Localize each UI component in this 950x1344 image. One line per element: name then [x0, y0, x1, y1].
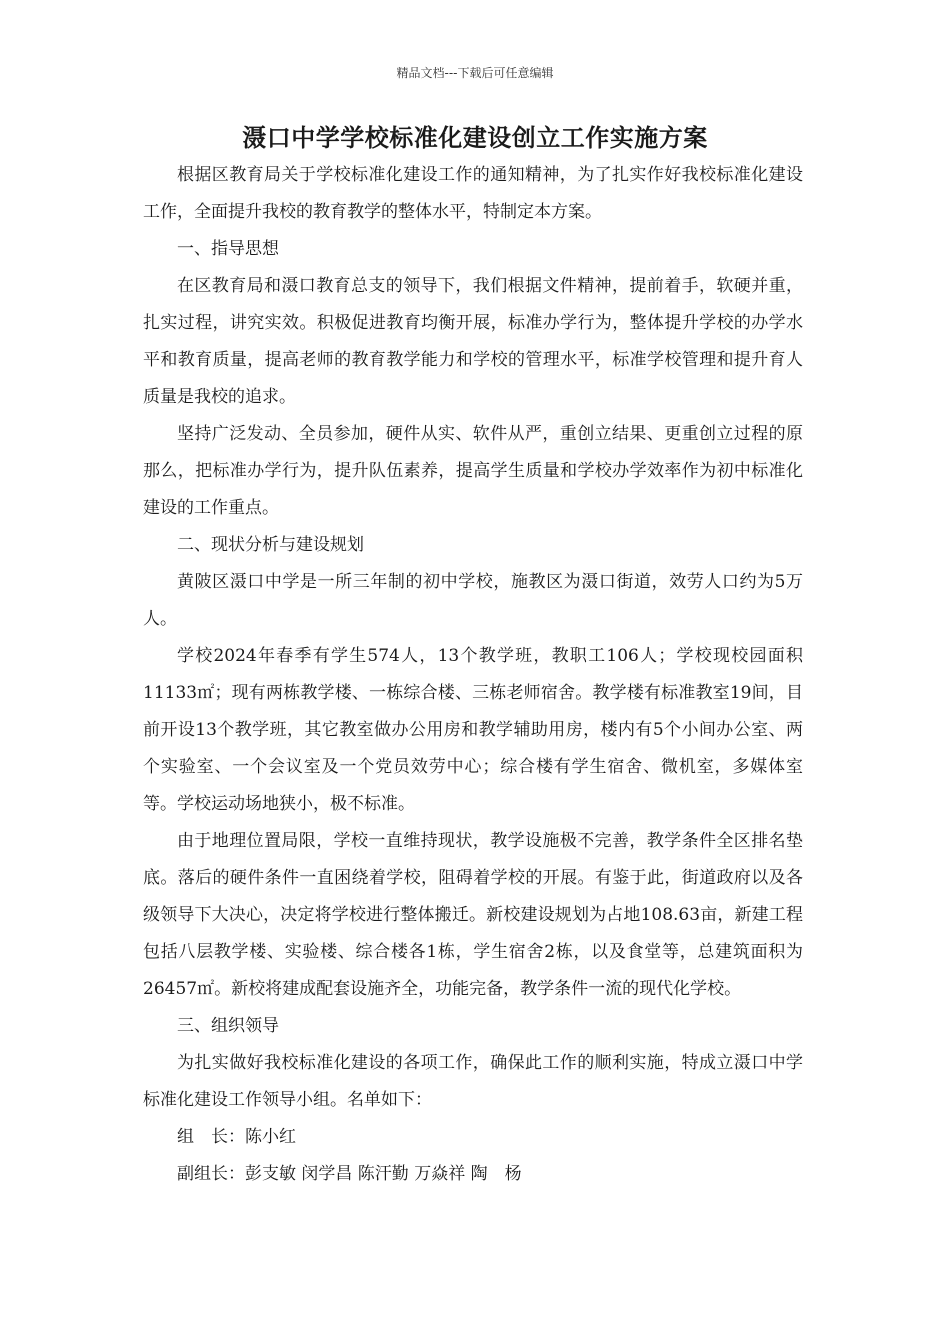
- document-body: [143, 157, 803, 1193]
- paragraph: 学校2024年春季有学生574人，13个教学班，教职工106人；学校现校园面积11133㎡；现有两栋教学楼、一栋综合楼、三栋老师宿舍。教学楼有标准教室19间，目前开设13个教学班，其它教室做办公用房和教学辅助用房，楼内有5个小间办公室、两个实验室、一个会议室及一个党员效劳中心；综合楼有学生宿舍、微机室，多媒体室等。学校运动场地狭小，极不标准。: [143, 646, 803, 814]
- paragraph: 黄陂区滠口中学是一所三年制的初中学校，施教区为滠口街道，效劳人口约为5万人。: [143, 572, 803, 629]
- paragraph: 由于地理位置局限，学校一直维持现状，教学设施极不完善，教学条件全区排名垫底。落后的硬件条件一直困绕着学校，阻碍着学校的开展。有鉴于此，街道政府以及各级领导下大决心，决定将学校进行整体搬迁。新校建设规划为占地108.63亩，新建工程包括八层教学楼、实验楼、综合楼各1栋，学生宿舍2栋，以及食堂等，总建筑面积为26457㎡。新校将建成配套设施齐全，功能完备，教学条件一流的现代化学校。: [143, 831, 803, 999]
- paragraph: 坚持广泛发动、全员参加，硬件从实、软件从严，重创立结果、更重创立过程的原那么，把标准办学行为，提升队伍素养，提高学生质量和学校办学效率作为初中标准化建设的工作重点。: [143, 424, 803, 518]
- intro-paragraph: 根据区教育局关于学校标准化建设工作的通知精神，为了扎实作好我校标准化建设工作，全面提升我校的教育教学的整体水平，特制定本方案。: [143, 165, 803, 222]
- paragraph: 在区教育局和滠口教育总支的领导下，我们根据文件精神，提前着手，软硬并重，扎实过程，讲究实效。积极促进教育均衡开展，标准办学行为，整体提升学校的办学水平和教育质量，提高老师的教育教学能力和学校的管理水平，标准学校管理和提升育人质量是我校的追求。: [143, 276, 803, 407]
- section-heading-status-planning: 二、现状分析与建设规划: [177, 535, 364, 555]
- section-heading-guiding-ideology: 一、指导思想: [177, 239, 279, 259]
- document-title: 滠口中学学校标准化建设创立工作实施方案: [242, 124, 708, 152]
- page-header-note: 精品文档---下载后可任意编辑: [396, 66, 554, 80]
- deputy-leaders-line: 副组长：彭支敏 闵学昌 陈汗勤 万焱祥 陶 杨: [177, 1164, 522, 1184]
- paragraph: 为扎实做好我校标准化建设的各项工作，确保此工作的顺利实施，特成立滠口中学标准化建设工作领导小组。名单如下：: [143, 1053, 803, 1110]
- leader-line: 组 长：陈小红: [177, 1127, 296, 1147]
- section-heading-organization: 三、组织领导: [177, 1016, 279, 1036]
